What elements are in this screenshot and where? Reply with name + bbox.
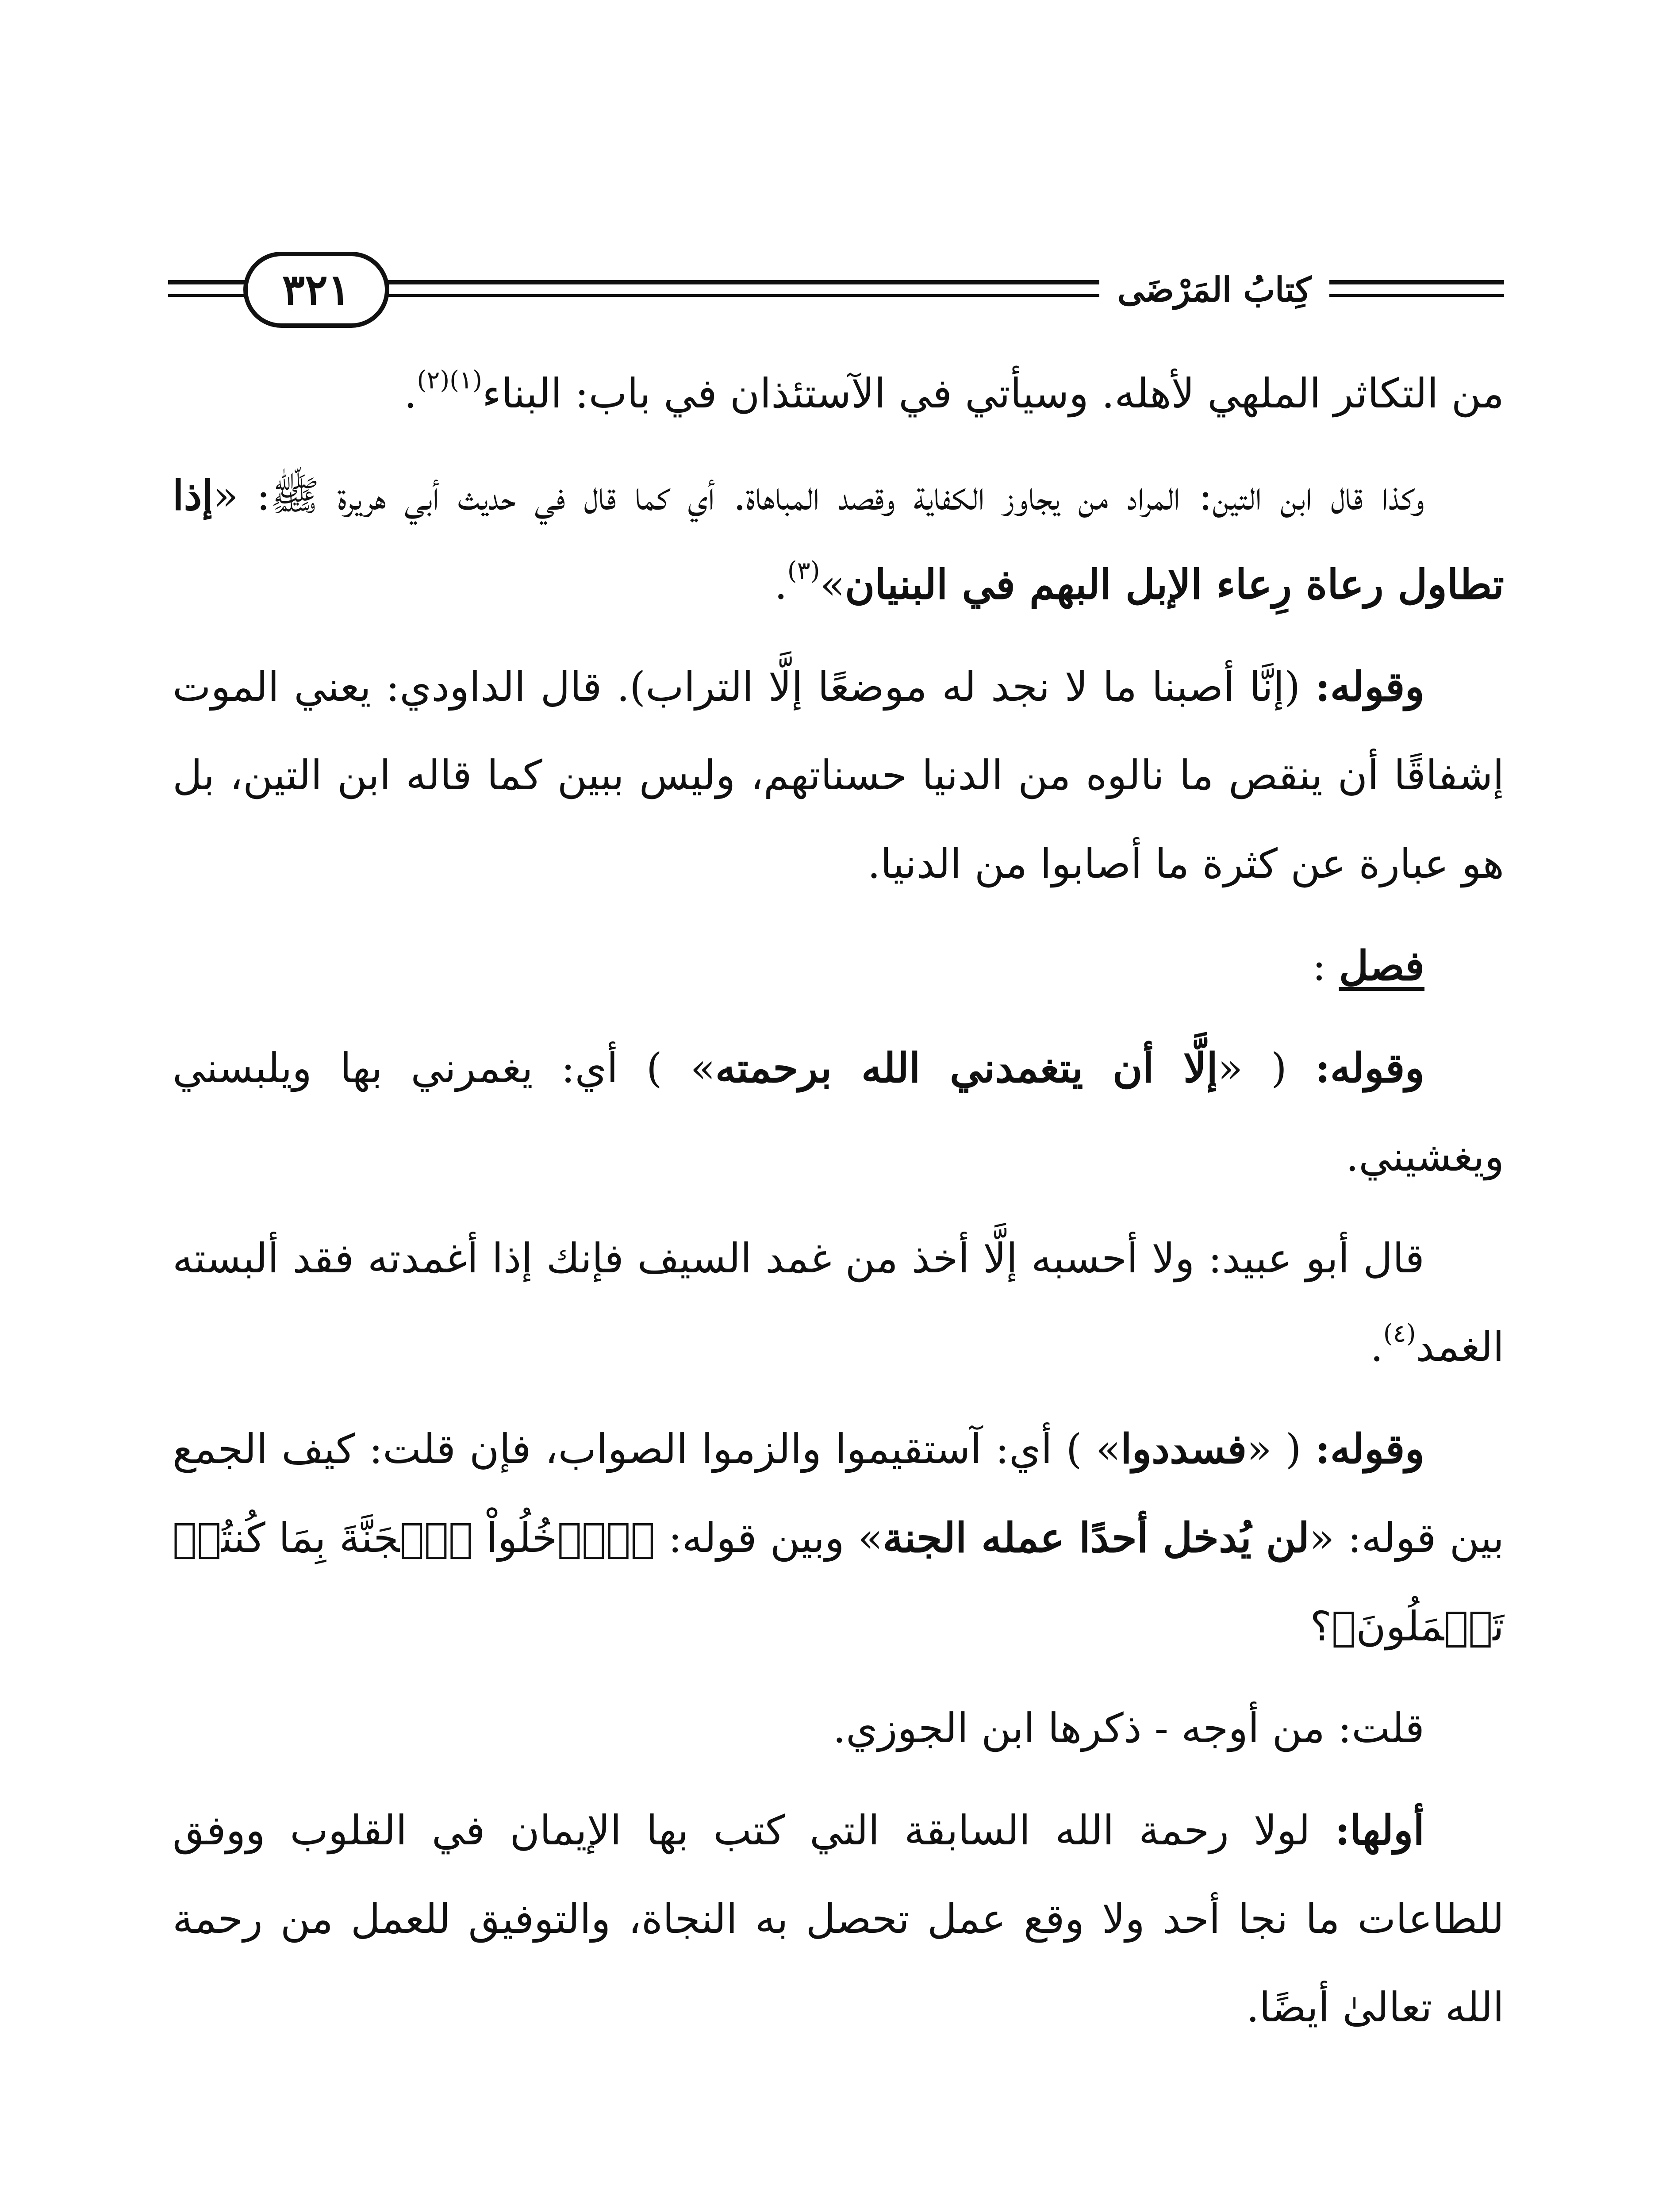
text-run: ( « bbox=[1247, 1425, 1315, 1473]
bold-text: إلَّا أن يتغمدني الله برحمته bbox=[715, 1044, 1218, 1092]
text-run: . bbox=[774, 561, 787, 608]
text-run: » bbox=[820, 561, 845, 608]
bold-text: لن يُدخل أحدًا عمله الجنة bbox=[883, 1514, 1309, 1562]
bold-text: وقوله: bbox=[1315, 1044, 1425, 1092]
running-header bbox=[168, 246, 1504, 334]
paragraph bbox=[173, 1684, 1504, 1773]
paragraph bbox=[173, 451, 1504, 629]
paragraph bbox=[173, 1214, 1504, 1391]
text-run: من التكاثر الملهي لأهله. وسيأتي في الآستئذان في باب: البناء bbox=[482, 370, 1504, 417]
text-run: . bbox=[404, 370, 417, 417]
text-run: » وبين قوله: ﴿ٱدۡخُلُواْ ٱلۡجَنَّةَ بِمَا كُنتُمۡ تَعۡمَلُونَ﴾؟ bbox=[173, 1514, 1504, 1650]
text-run: » ) أي: آستقيموا والزموا الصواب، فإن قلت: كيف الجمع بين قوله: « bbox=[173, 1425, 1504, 1562]
paragraph bbox=[173, 349, 1504, 438]
footnote-ref: (٤) bbox=[1383, 1319, 1416, 1348]
paragraph bbox=[173, 1786, 1504, 2052]
text-run: . bbox=[1370, 1323, 1383, 1371]
text-run: قال أبو عبيد: ولا أحسبه إلَّا أخذ من غمد السيف فإنك إذا أغمدته فقد ألبسته الغمد bbox=[173, 1235, 1504, 1371]
main-text bbox=[173, 349, 1504, 2065]
paragraph bbox=[173, 922, 1504, 1010]
text-run: » ) أي: يغمرني بها ويلبسني ويغشيني. bbox=[173, 1045, 1504, 1180]
text-run: لولا رحمة الله السابقة التي كتب بها الإيمان في القلوب ووفق للطاعات ما نجا أحد ولا وقع عمل تحصل به النجاة، والتوفيق للعمل من رحمة الله تعالىٰ أيضًا. bbox=[173, 1807, 1504, 2031]
paragraph bbox=[173, 1024, 1504, 1201]
page-number: ٣٢١ bbox=[243, 252, 389, 328]
paragraph bbox=[173, 642, 1504, 908]
text-run: قلت: من أوجه - ذكرها ابن الجوزي. bbox=[833, 1705, 1424, 1752]
bold-text: فسددوا bbox=[1121, 1425, 1247, 1473]
footnote-ref: (٣) bbox=[787, 557, 820, 585]
text-run: (إنَّا أصبنا ما لا نجد له موضعًا إلَّا التراب). قال الداودي: يعني الموت إشفاقًا أن ينقص ما نالوه من الدنيا حسناتهم، وليس ببين كما قاله ابن التين، بل هو عبارة عن كثرة ما أصابوا من الدنيا. bbox=[173, 663, 1504, 887]
footnote-ref: (١)(٢) bbox=[417, 366, 482, 395]
bold-text: وقوله: bbox=[1315, 663, 1424, 710]
bold-text: وقوله: bbox=[1315, 1425, 1425, 1473]
bold-text: أولها: bbox=[1335, 1806, 1424, 1854]
section-heading: فصل bbox=[1339, 942, 1424, 990]
text-run: ( « bbox=[1217, 1045, 1315, 1092]
book-title: كِتابُ المَرْضَى bbox=[1099, 263, 1329, 316]
text-run: وكذا قال ابن التين: المراد من يجاوز الكفاية وقصد المباهاة. أي كما قال في حديث أبي هريرة ﷺ: « bbox=[213, 472, 1424, 519]
text-run: : bbox=[1312, 942, 1339, 990]
paragraph bbox=[173, 1405, 1504, 1671]
bold-text: إذا تطاول رعاة رِعاء الإبل البهم في البنيان bbox=[173, 472, 1504, 608]
